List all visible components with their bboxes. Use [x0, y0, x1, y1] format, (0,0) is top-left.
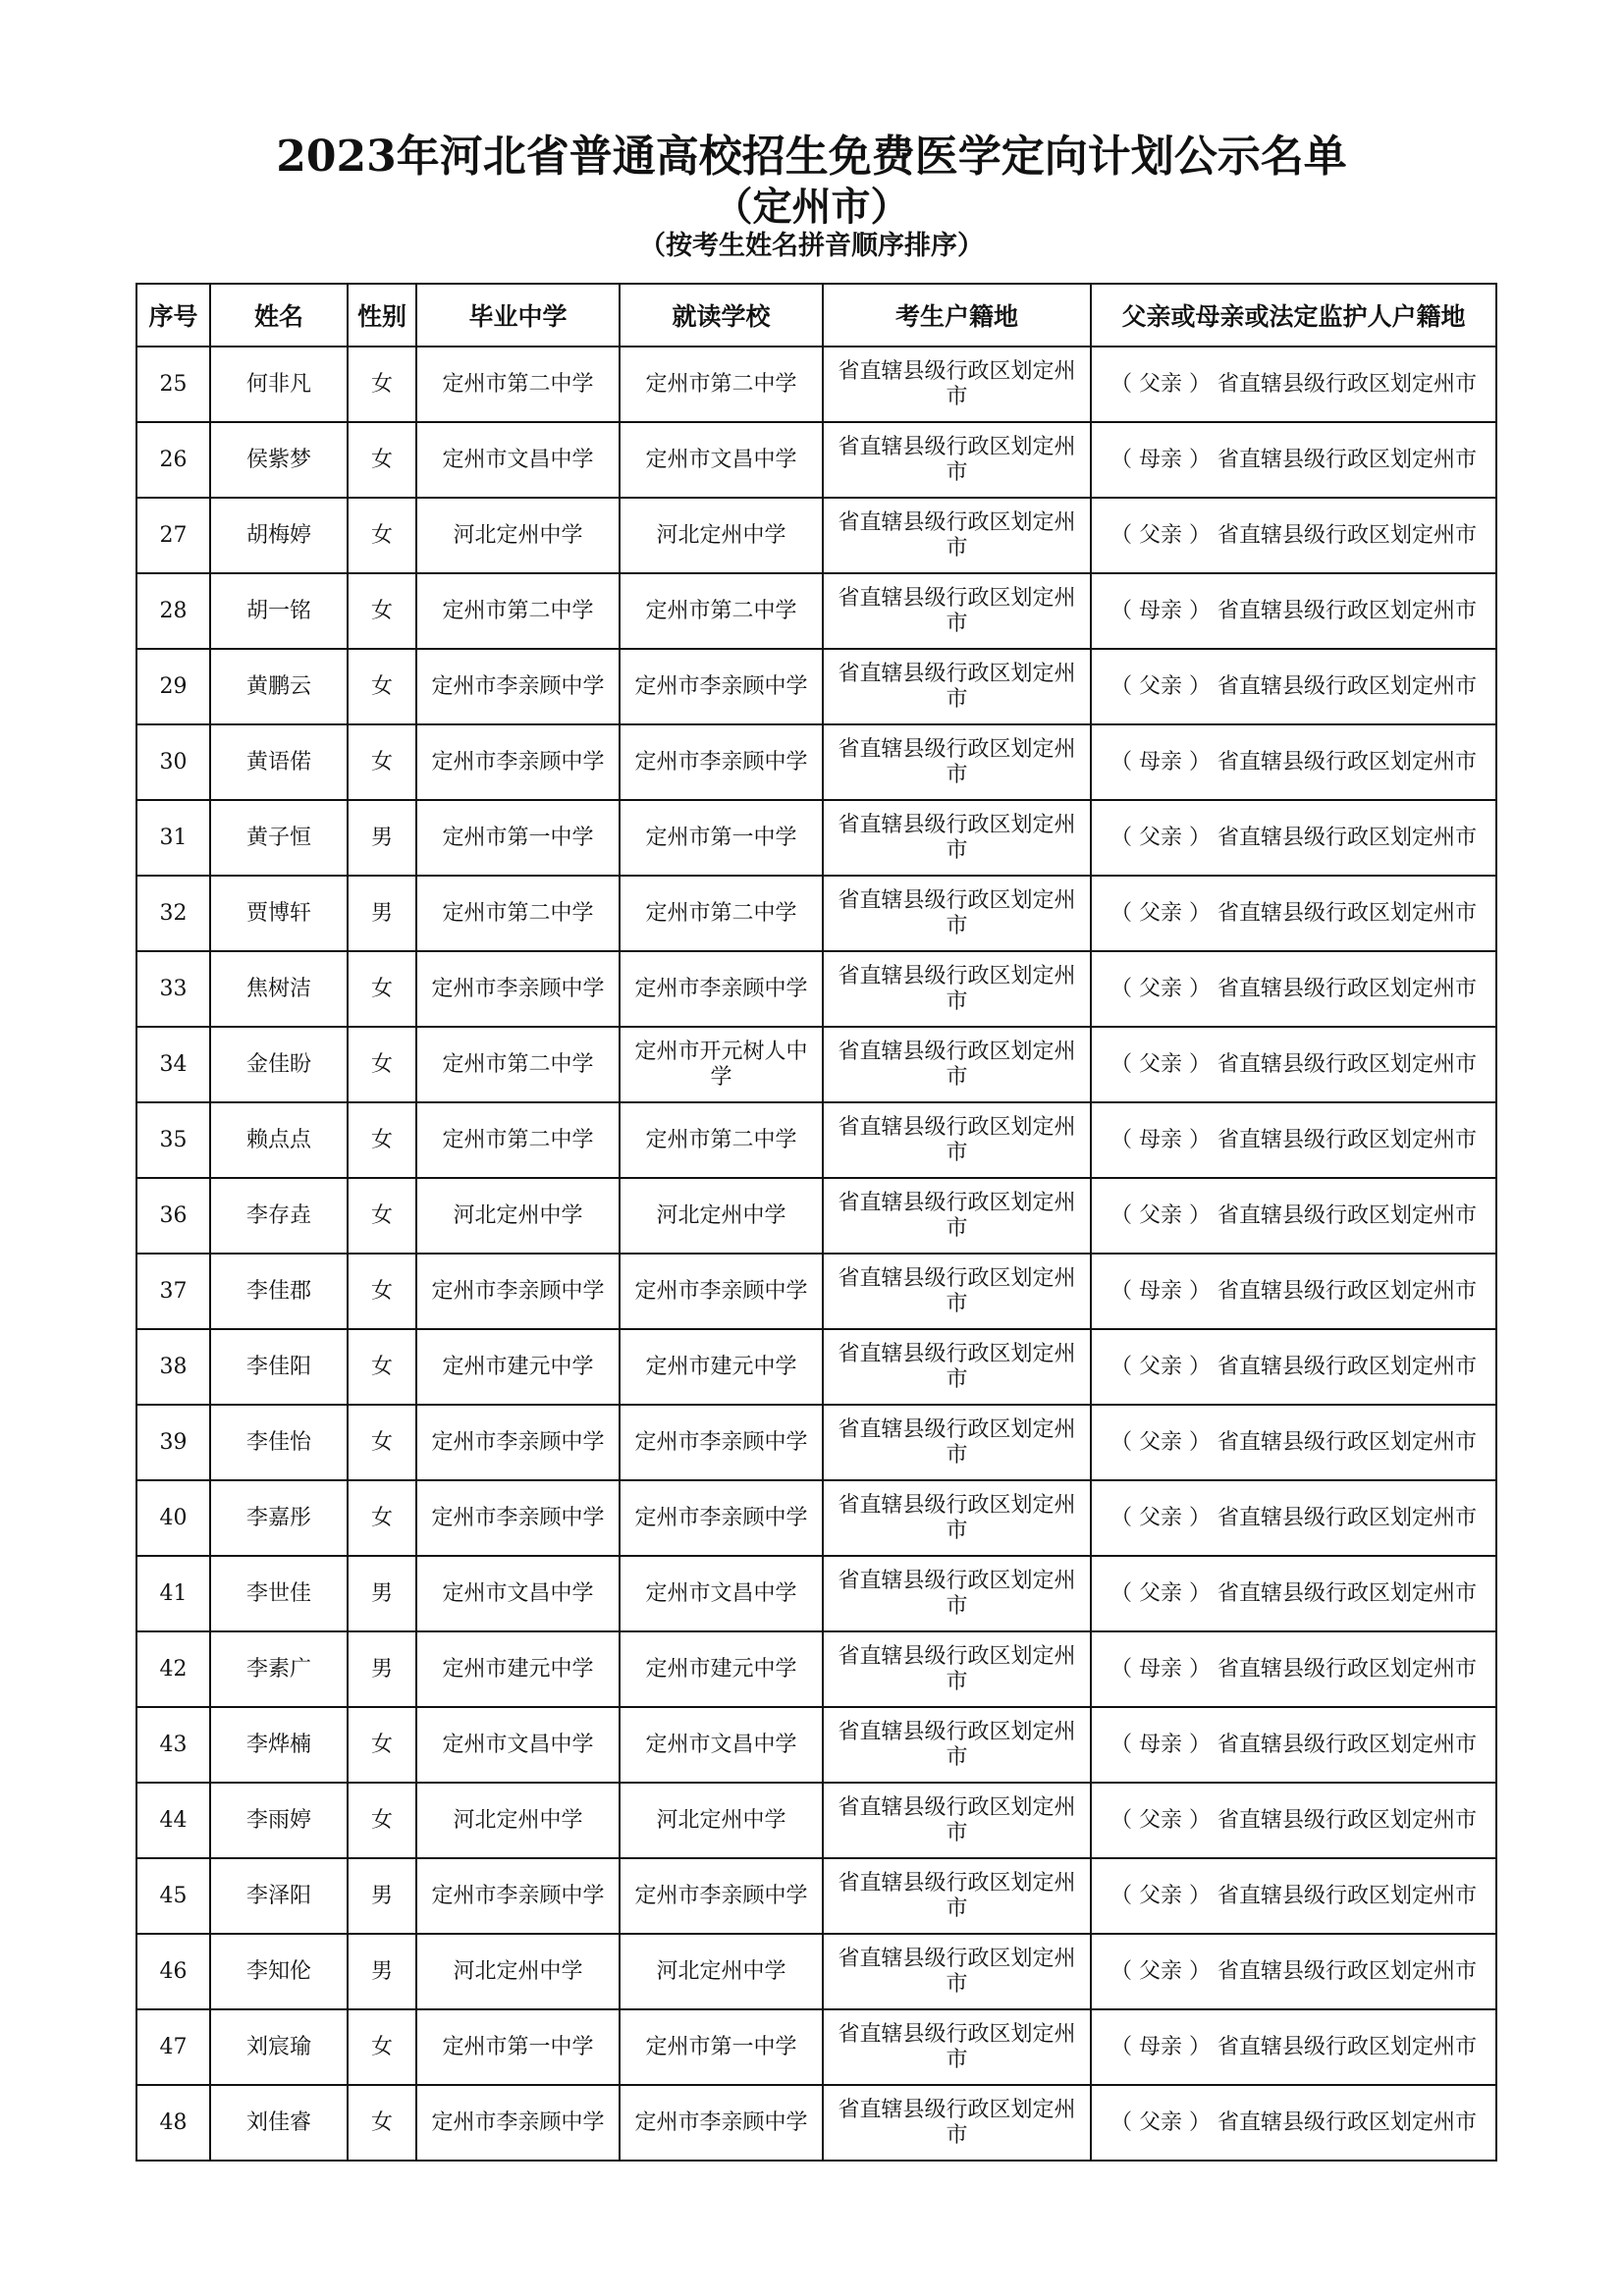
cell-residence: 省直辖县级行政区划定州市: [823, 573, 1091, 649]
cell-current-school: 定州市建元中学: [620, 1631, 823, 1707]
cell-grad-school: 定州市李亲顾中学: [416, 1480, 620, 1556]
table-row: [136, 498, 1496, 573]
header-name: 姓名: [210, 284, 348, 347]
cell-name: 焦树洁: [210, 951, 348, 1027]
table-row: [136, 1254, 1496, 1329]
cell-grad-school: 定州市李亲顾中学: [416, 2085, 620, 2161]
cell-grad-school: 定州市第二中学: [416, 876, 620, 951]
cell-seq: 44: [136, 1783, 210, 1858]
cell-gender: 女: [348, 1480, 416, 1556]
cell-current-school: 河北定州中学: [620, 1783, 823, 1858]
cell-gender: 男: [348, 1858, 416, 1934]
cell-parent-residence: （ 父亲 ） 省直辖县级行政区划定州市: [1091, 876, 1496, 951]
table-row: [136, 1707, 1496, 1783]
cell-residence: 省直辖县级行政区划定州市: [823, 1783, 1091, 1858]
cell-residence: 省直辖县级行政区划定州市: [823, 1329, 1091, 1405]
cell-current-school: 定州市第二中学: [620, 1102, 823, 1178]
cell-grad-school: 定州市第一中学: [416, 800, 620, 876]
table-row: [136, 649, 1496, 724]
cell-current-school: 定州市第二中学: [620, 573, 823, 649]
cell-residence: 省直辖县级行政区划定州市: [823, 876, 1091, 951]
cell-residence: 省直辖县级行政区划定州市: [823, 422, 1091, 498]
header-residence: 考生户籍地: [823, 284, 1091, 347]
cell-current-school: 定州市李亲顾中学: [620, 1254, 823, 1329]
cell-parent-residence: （ 母亲 ） 省直辖县级行政区划定州市: [1091, 1707, 1496, 1783]
table-row: [136, 1102, 1496, 1178]
header-row: [136, 284, 1496, 347]
table-row: [136, 951, 1496, 1027]
cell-seq: 38: [136, 1329, 210, 1405]
cell-grad-school: 定州市第二中学: [416, 1027, 620, 1102]
roster-body: [136, 347, 1496, 2161]
cell-current-school: 定州市第一中学: [620, 2009, 823, 2085]
cell-seq: 35: [136, 1102, 210, 1178]
cell-current-school: 定州市李亲顾中学: [620, 2085, 823, 2161]
document-title: 2023年河北省普通高校招生免费医学定向计划公示名单: [276, 132, 1347, 182]
cell-residence: 省直辖县级行政区划定州市: [823, 1707, 1091, 1783]
table-row: [136, 1027, 1496, 1102]
table-row: [136, 724, 1496, 800]
cell-name: 金佳盼: [210, 1027, 348, 1102]
cell-name: 李嘉彤: [210, 1480, 348, 1556]
cell-current-school: 河北定州中学: [620, 1934, 823, 2009]
cell-current-school: 河北定州中学: [620, 1178, 823, 1254]
cell-seq: 29: [136, 649, 210, 724]
cell-residence: 省直辖县级行政区划定州市: [823, 1027, 1091, 1102]
table-row: [136, 1631, 1496, 1707]
cell-parent-residence: （ 父亲 ） 省直辖县级行政区划定州市: [1091, 800, 1496, 876]
cell-parent-residence: （ 母亲 ） 省直辖县级行政区划定州市: [1091, 422, 1496, 498]
cell-gender: 男: [348, 876, 416, 951]
cell-name: 李烨楠: [210, 1707, 348, 1783]
cell-parent-residence: （ 父亲 ） 省直辖县级行政区划定州市: [1091, 1934, 1496, 2009]
cell-gender: 女: [348, 573, 416, 649]
cell-gender: 男: [348, 1934, 416, 2009]
cell-current-school: 定州市开元树人中学: [620, 1027, 823, 1102]
table-row: [136, 800, 1496, 876]
cell-residence: 省直辖县级行政区划定州市: [823, 1102, 1091, 1178]
cell-gender: 女: [348, 347, 416, 422]
cell-current-school: 定州市建元中学: [620, 1329, 823, 1405]
table-row: [136, 1480, 1496, 1556]
cell-parent-residence: （ 父亲 ） 省直辖县级行政区划定州市: [1091, 347, 1496, 422]
cell-grad-school: 定州市第二中学: [416, 1102, 620, 1178]
cell-residence: 省直辖县级行政区划定州市: [823, 724, 1091, 800]
cell-seq: 36: [136, 1178, 210, 1254]
cell-name: 李世佳: [210, 1556, 348, 1631]
cell-seq: 33: [136, 951, 210, 1027]
cell-gender: 男: [348, 1631, 416, 1707]
cell-grad-school: 定州市文昌中学: [416, 422, 620, 498]
cell-parent-residence: （ 父亲 ） 省直辖县级行政区划定州市: [1091, 1178, 1496, 1254]
cell-seq: 26: [136, 422, 210, 498]
cell-name: 赖点点: [210, 1102, 348, 1178]
header-gender: 性别: [348, 284, 416, 347]
cell-grad-school: 定州市文昌中学: [416, 1556, 620, 1631]
cell-grad-school: 河北定州中学: [416, 498, 620, 573]
cell-gender: 女: [348, 498, 416, 573]
cell-gender: 男: [348, 800, 416, 876]
cell-gender: 男: [348, 1556, 416, 1631]
cell-parent-residence: （ 母亲 ） 省直辖县级行政区划定州市: [1091, 2009, 1496, 2085]
cell-gender: 女: [348, 1329, 416, 1405]
cell-parent-residence: （ 母亲 ） 省直辖县级行政区划定州市: [1091, 724, 1496, 800]
cell-seq: 42: [136, 1631, 210, 1707]
cell-current-school: 定州市第二中学: [620, 347, 823, 422]
cell-current-school: 定州市文昌中学: [620, 422, 823, 498]
cell-name: 李佳郡: [210, 1254, 348, 1329]
cell-grad-school: 定州市李亲顾中学: [416, 724, 620, 800]
cell-grad-school: 河北定州中学: [416, 1178, 620, 1254]
table-row: [136, 2009, 1496, 2085]
cell-gender: 女: [348, 422, 416, 498]
cell-residence: 省直辖县级行政区划定州市: [823, 649, 1091, 724]
cell-grad-school: 定州市第二中学: [416, 573, 620, 649]
cell-grad-school: 河北定州中学: [416, 1783, 620, 1858]
cell-current-school: 定州市李亲顾中学: [620, 1405, 823, 1480]
header-current-school: 就读学校: [620, 284, 823, 347]
cell-residence: 省直辖县级行政区划定州市: [823, 1178, 1091, 1254]
table-row: [136, 2085, 1496, 2161]
cell-seq: 46: [136, 1934, 210, 2009]
cell-name: 李知伦: [210, 1934, 348, 2009]
cell-name: 黄语偌: [210, 724, 348, 800]
cell-gender: 女: [348, 649, 416, 724]
cell-gender: 女: [348, 951, 416, 1027]
header-grad-school: 毕业中学: [416, 284, 620, 347]
cell-residence: 省直辖县级行政区划定州市: [823, 1934, 1091, 2009]
cell-grad-school: 河北定州中学: [416, 1934, 620, 2009]
cell-name: 侯紫梦: [210, 422, 348, 498]
table-row: [136, 1934, 1496, 2009]
cell-current-school: 定州市李亲顾中学: [620, 951, 823, 1027]
cell-gender: 女: [348, 1178, 416, 1254]
cell-grad-school: 定州市第二中学: [416, 347, 620, 422]
cell-gender: 女: [348, 1783, 416, 1858]
table-row: [136, 1405, 1496, 1480]
table-row: [136, 1783, 1496, 1858]
cell-seq: 28: [136, 573, 210, 649]
cell-gender: 女: [348, 724, 416, 800]
cell-seq: 25: [136, 347, 210, 422]
cell-residence: 省直辖县级行政区划定州市: [823, 1631, 1091, 1707]
cell-seq: 43: [136, 1707, 210, 1783]
cell-name: 胡一铭: [210, 573, 348, 649]
cell-name: 贾博轩: [210, 876, 348, 951]
cell-seq: 45: [136, 1858, 210, 1934]
cell-gender: 女: [348, 1405, 416, 1480]
cell-seq: 37: [136, 1254, 210, 1329]
cell-parent-residence: （ 父亲 ） 省直辖县级行政区划定州市: [1091, 1027, 1496, 1102]
table-row: [136, 422, 1496, 498]
cell-name: 李存垚: [210, 1178, 348, 1254]
cell-parent-residence: （ 父亲 ） 省直辖县级行政区划定州市: [1091, 1405, 1496, 1480]
cell-seq: 48: [136, 2085, 210, 2161]
cell-name: 李佳怡: [210, 1405, 348, 1480]
cell-name: 李泽阳: [210, 1858, 348, 1934]
document-subtitle: （定州市）: [713, 184, 910, 230]
cell-parent-residence: （ 父亲 ） 省直辖县级行政区划定州市: [1091, 1556, 1496, 1631]
table-row: [136, 1329, 1496, 1405]
cell-grad-school: 定州市第一中学: [416, 2009, 620, 2085]
cell-grad-school: 定州市李亲顾中学: [416, 1858, 620, 1934]
cell-current-school: 河北定州中学: [620, 498, 823, 573]
table-row: [136, 1178, 1496, 1254]
cell-residence: 省直辖县级行政区划定州市: [823, 1858, 1091, 1934]
cell-gender: 女: [348, 1254, 416, 1329]
cell-parent-residence: （ 父亲 ） 省直辖县级行政区划定州市: [1091, 1480, 1496, 1556]
table-row: [136, 1556, 1496, 1631]
cell-parent-residence: （ 父亲 ） 省直辖县级行政区划定州市: [1091, 1858, 1496, 1934]
cell-residence: 省直辖县级行政区划定州市: [823, 951, 1091, 1027]
cell-gender: 女: [348, 1102, 416, 1178]
cell-parent-residence: （ 父亲 ） 省直辖县级行政区划定州市: [1091, 1329, 1496, 1405]
cell-residence: 省直辖县级行政区划定州市: [823, 1254, 1091, 1329]
cell-name: 胡梅婷: [210, 498, 348, 573]
cell-seq: 41: [136, 1556, 210, 1631]
cell-parent-residence: （ 父亲 ） 省直辖县级行政区划定州市: [1091, 649, 1496, 724]
cell-name: 李素广: [210, 1631, 348, 1707]
cell-name: 李雨婷: [210, 1783, 348, 1858]
cell-gender: 女: [348, 2009, 416, 2085]
table-row: [136, 347, 1496, 422]
cell-seq: 30: [136, 724, 210, 800]
table-row: [136, 1858, 1496, 1934]
cell-seq: 39: [136, 1405, 210, 1480]
cell-gender: 女: [348, 1707, 416, 1783]
roster-table: [135, 283, 1497, 2162]
cell-current-school: 定州市李亲顾中学: [620, 1858, 823, 1934]
cell-parent-residence: （ 父亲 ） 省直辖县级行政区划定州市: [1091, 498, 1496, 573]
cell-seq: 32: [136, 876, 210, 951]
cell-residence: 省直辖县级行政区划定州市: [823, 800, 1091, 876]
cell-name: 李佳阳: [210, 1329, 348, 1405]
cell-grad-school: 定州市李亲顾中学: [416, 649, 620, 724]
cell-residence: 省直辖县级行政区划定州市: [823, 498, 1091, 573]
cell-grad-school: 定州市建元中学: [416, 1329, 620, 1405]
cell-grad-school: 定州市李亲顾中学: [416, 1405, 620, 1480]
cell-current-school: 定州市李亲顾中学: [620, 724, 823, 800]
cell-current-school: 定州市文昌中学: [620, 1707, 823, 1783]
cell-residence: 省直辖县级行政区划定州市: [823, 1556, 1091, 1631]
cell-parent-residence: （ 父亲 ） 省直辖县级行政区划定州市: [1091, 2085, 1496, 2161]
cell-name: 刘佳睿: [210, 2085, 348, 2161]
cell-parent-residence: （ 母亲 ） 省直辖县级行政区划定州市: [1091, 1102, 1496, 1178]
cell-gender: 女: [348, 1027, 416, 1102]
cell-seq: 31: [136, 800, 210, 876]
cell-name: 刘宸瑜: [210, 2009, 348, 2085]
cell-parent-residence: （ 父亲 ） 省直辖县级行政区划定州市: [1091, 1783, 1496, 1858]
cell-name: 何非凡: [210, 347, 348, 422]
cell-current-school: 定州市第二中学: [620, 876, 823, 951]
cell-grad-school: 定州市文昌中学: [416, 1707, 620, 1783]
cell-residence: 省直辖县级行政区划定州市: [823, 2009, 1091, 2085]
cell-seq: 34: [136, 1027, 210, 1102]
cell-residence: 省直辖县级行政区划定州市: [823, 347, 1091, 422]
table-row: [136, 573, 1496, 649]
cell-seq: 47: [136, 2009, 210, 2085]
cell-current-school: 定州市第一中学: [620, 800, 823, 876]
cell-current-school: 定州市文昌中学: [620, 1556, 823, 1631]
cell-residence: 省直辖县级行政区划定州市: [823, 1480, 1091, 1556]
cell-grad-school: 定州市李亲顾中学: [416, 1254, 620, 1329]
cell-gender: 女: [348, 2085, 416, 2161]
cell-parent-residence: （ 母亲 ） 省直辖县级行政区划定州市: [1091, 1254, 1496, 1329]
cell-seq: 40: [136, 1480, 210, 1556]
cell-current-school: 定州市李亲顾中学: [620, 649, 823, 724]
cell-parent-residence: （ 父亲 ） 省直辖县级行政区划定州市: [1091, 951, 1496, 1027]
cell-name: 黄子恒: [210, 800, 348, 876]
cell-grad-school: 定州市李亲顾中学: [416, 951, 620, 1027]
cell-seq: 27: [136, 498, 210, 573]
cell-parent-residence: （ 母亲 ） 省直辖县级行政区划定州市: [1091, 573, 1496, 649]
cell-residence: 省直辖县级行政区划定州市: [823, 1405, 1091, 1480]
cell-name: 黄鹏云: [210, 649, 348, 724]
sort-note: （按考生姓名拼音顺序排序）: [639, 231, 984, 261]
cell-residence: 省直辖县级行政区划定州市: [823, 2085, 1091, 2161]
cell-grad-school: 定州市建元中学: [416, 1631, 620, 1707]
table-row: [136, 876, 1496, 951]
header-seq: 序号: [136, 284, 210, 347]
cell-parent-residence: （ 母亲 ） 省直辖县级行政区划定州市: [1091, 1631, 1496, 1707]
cell-current-school: 定州市李亲顾中学: [620, 1480, 823, 1556]
header-parent-residence: 父亲或母亲或法定监护人户籍地: [1091, 284, 1496, 347]
